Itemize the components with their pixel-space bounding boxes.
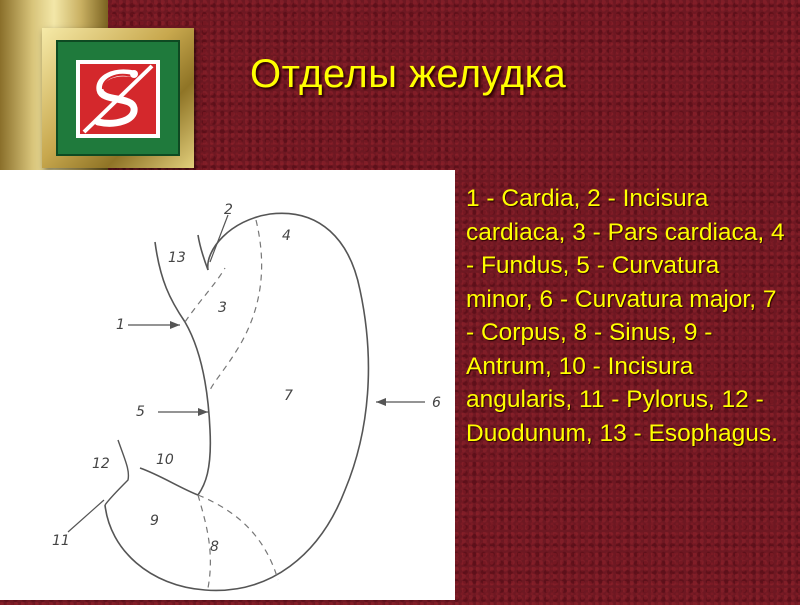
page-title: Отделы желудка	[250, 52, 567, 96]
legend-text: 1 - Cardia, 2 - Incisura cardiaca, 3 - Pars cardiaca, 4 - Fundus, 5 - Curvatura minor, 6 - Curvatura major, 7 - Corpus, 8 - Sinus, 9 - Antrum, 10 - Incisura angularis, 11 - Pylorus, 12 - Duodunum, 13 - Esophagus.	[466, 185, 785, 447]
stomach-diagram	[0, 170, 455, 600]
esophagus-line	[198, 235, 208, 270]
diagram-label-4: 4	[282, 228, 291, 244]
logo-frame	[42, 28, 194, 168]
diagram-label-5: 5	[136, 404, 145, 420]
diagram-label-2: 2	[224, 202, 233, 218]
diagram-label-13: 13	[168, 250, 186, 266]
greater-curvature-line	[105, 213, 368, 590]
diagram-label-8: 8	[210, 539, 219, 555]
lesser-curvature-line	[140, 242, 210, 495]
stomach-diagram-panel	[0, 170, 455, 600]
duodenum-line	[105, 440, 128, 505]
medical-snake-emblem-icon	[76, 60, 160, 138]
diagram-label-12: 12	[92, 456, 110, 472]
diagram-label-11: 11	[52, 533, 70, 549]
diagram-label-10: 10	[156, 452, 174, 468]
logo-green-panel	[56, 40, 180, 156]
diagram-label-7: 7	[284, 388, 293, 404]
diagram-label-6: 6	[432, 395, 441, 411]
diagram-label-3: 3	[218, 300, 227, 316]
diagram-label-9: 9	[150, 513, 159, 529]
diagram-label-1: 1	[116, 317, 125, 333]
